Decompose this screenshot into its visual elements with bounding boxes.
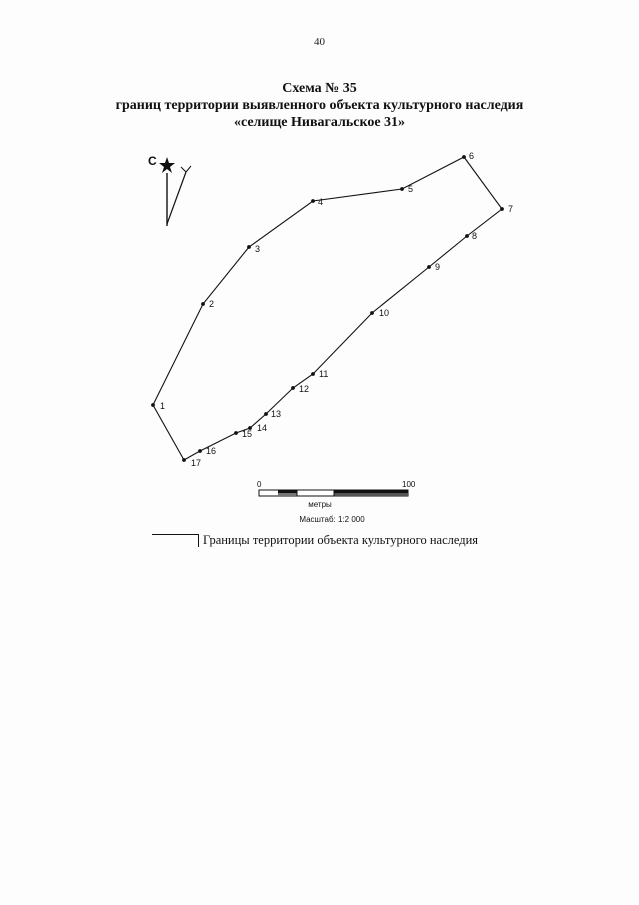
boundary-point-marker [370,311,374,315]
boundary-point-label: 12 [299,384,310,394]
boundary-point-label: 2 [209,299,215,309]
boundary-point-marker [427,265,431,269]
boundary-point-marker [465,234,469,238]
boundary-point-marker [311,372,315,376]
boundary-point-label: 4 [318,197,324,207]
scale-bar-segment [278,493,297,496]
boundary-point-marker [264,412,268,416]
boundary-point-label: 1 [160,401,166,411]
territory-boundary [153,157,502,460]
scale-bar-segment [334,493,408,496]
boundary-point-marker [400,187,404,191]
boundary-point-label: 8 [472,231,478,241]
legend-line-symbol [152,534,198,535]
star-icon [159,157,175,173]
boundary-point-label: 9 [435,262,441,272]
boundary-point-marker [311,199,315,203]
boundary-point-marker [291,386,295,390]
north-arrow-fork-left [181,167,186,172]
boundary-point-label: 10 [379,308,390,318]
legend-tick-symbol [198,534,199,547]
boundary-point-label: 16 [206,446,217,456]
legend-label: Границы территории объекта культурного наследия [203,533,479,547]
legend [152,528,532,550]
scale-unit-label: метры [308,500,332,509]
boundary-point-marker [500,207,504,211]
north-arrow [148,154,191,226]
page-number: 40 [314,36,325,48]
boundary-point-marker [151,403,155,407]
scale-bar-segment [334,490,408,493]
title-line-3: «селище Нивагальское 31» [233,115,406,130]
scale-start-label: 0 [257,480,262,489]
scale-bar [257,480,416,524]
boundary-point-label: 11 [319,369,329,379]
boundary-point-label: 6 [469,151,475,161]
north-arrow-fork-right [186,166,191,172]
title-line-2: границ территории выявленного объекта культурного наследия [115,98,524,113]
boundary-point-label: 14 [257,423,268,433]
boundary-point-label: 3 [255,244,261,254]
title-line-1: Схема № 35 [282,81,357,96]
boundary-point-label: 7 [508,204,514,214]
boundary-point-marker [201,302,205,306]
north-arrow-label: С [148,154,157,168]
boundary-point-label: 17 [191,458,202,468]
boundary-point-label: 15 [242,429,253,439]
scale-end-label: 100 [402,480,416,489]
boundary-point-label: 13 [271,409,282,419]
scale-bar-segment [278,490,297,493]
boundary-point-marker [462,155,466,159]
boundary-point-marker [182,458,186,462]
north-arrow-diagonal [167,172,186,224]
scale-ratio-label: Масштаб: 1:2 000 [299,515,365,524]
boundary-point-marker [234,431,238,435]
boundary-point-marker [247,245,251,249]
boundary-point-label: 5 [408,184,414,194]
boundary-point-marker [198,449,202,453]
